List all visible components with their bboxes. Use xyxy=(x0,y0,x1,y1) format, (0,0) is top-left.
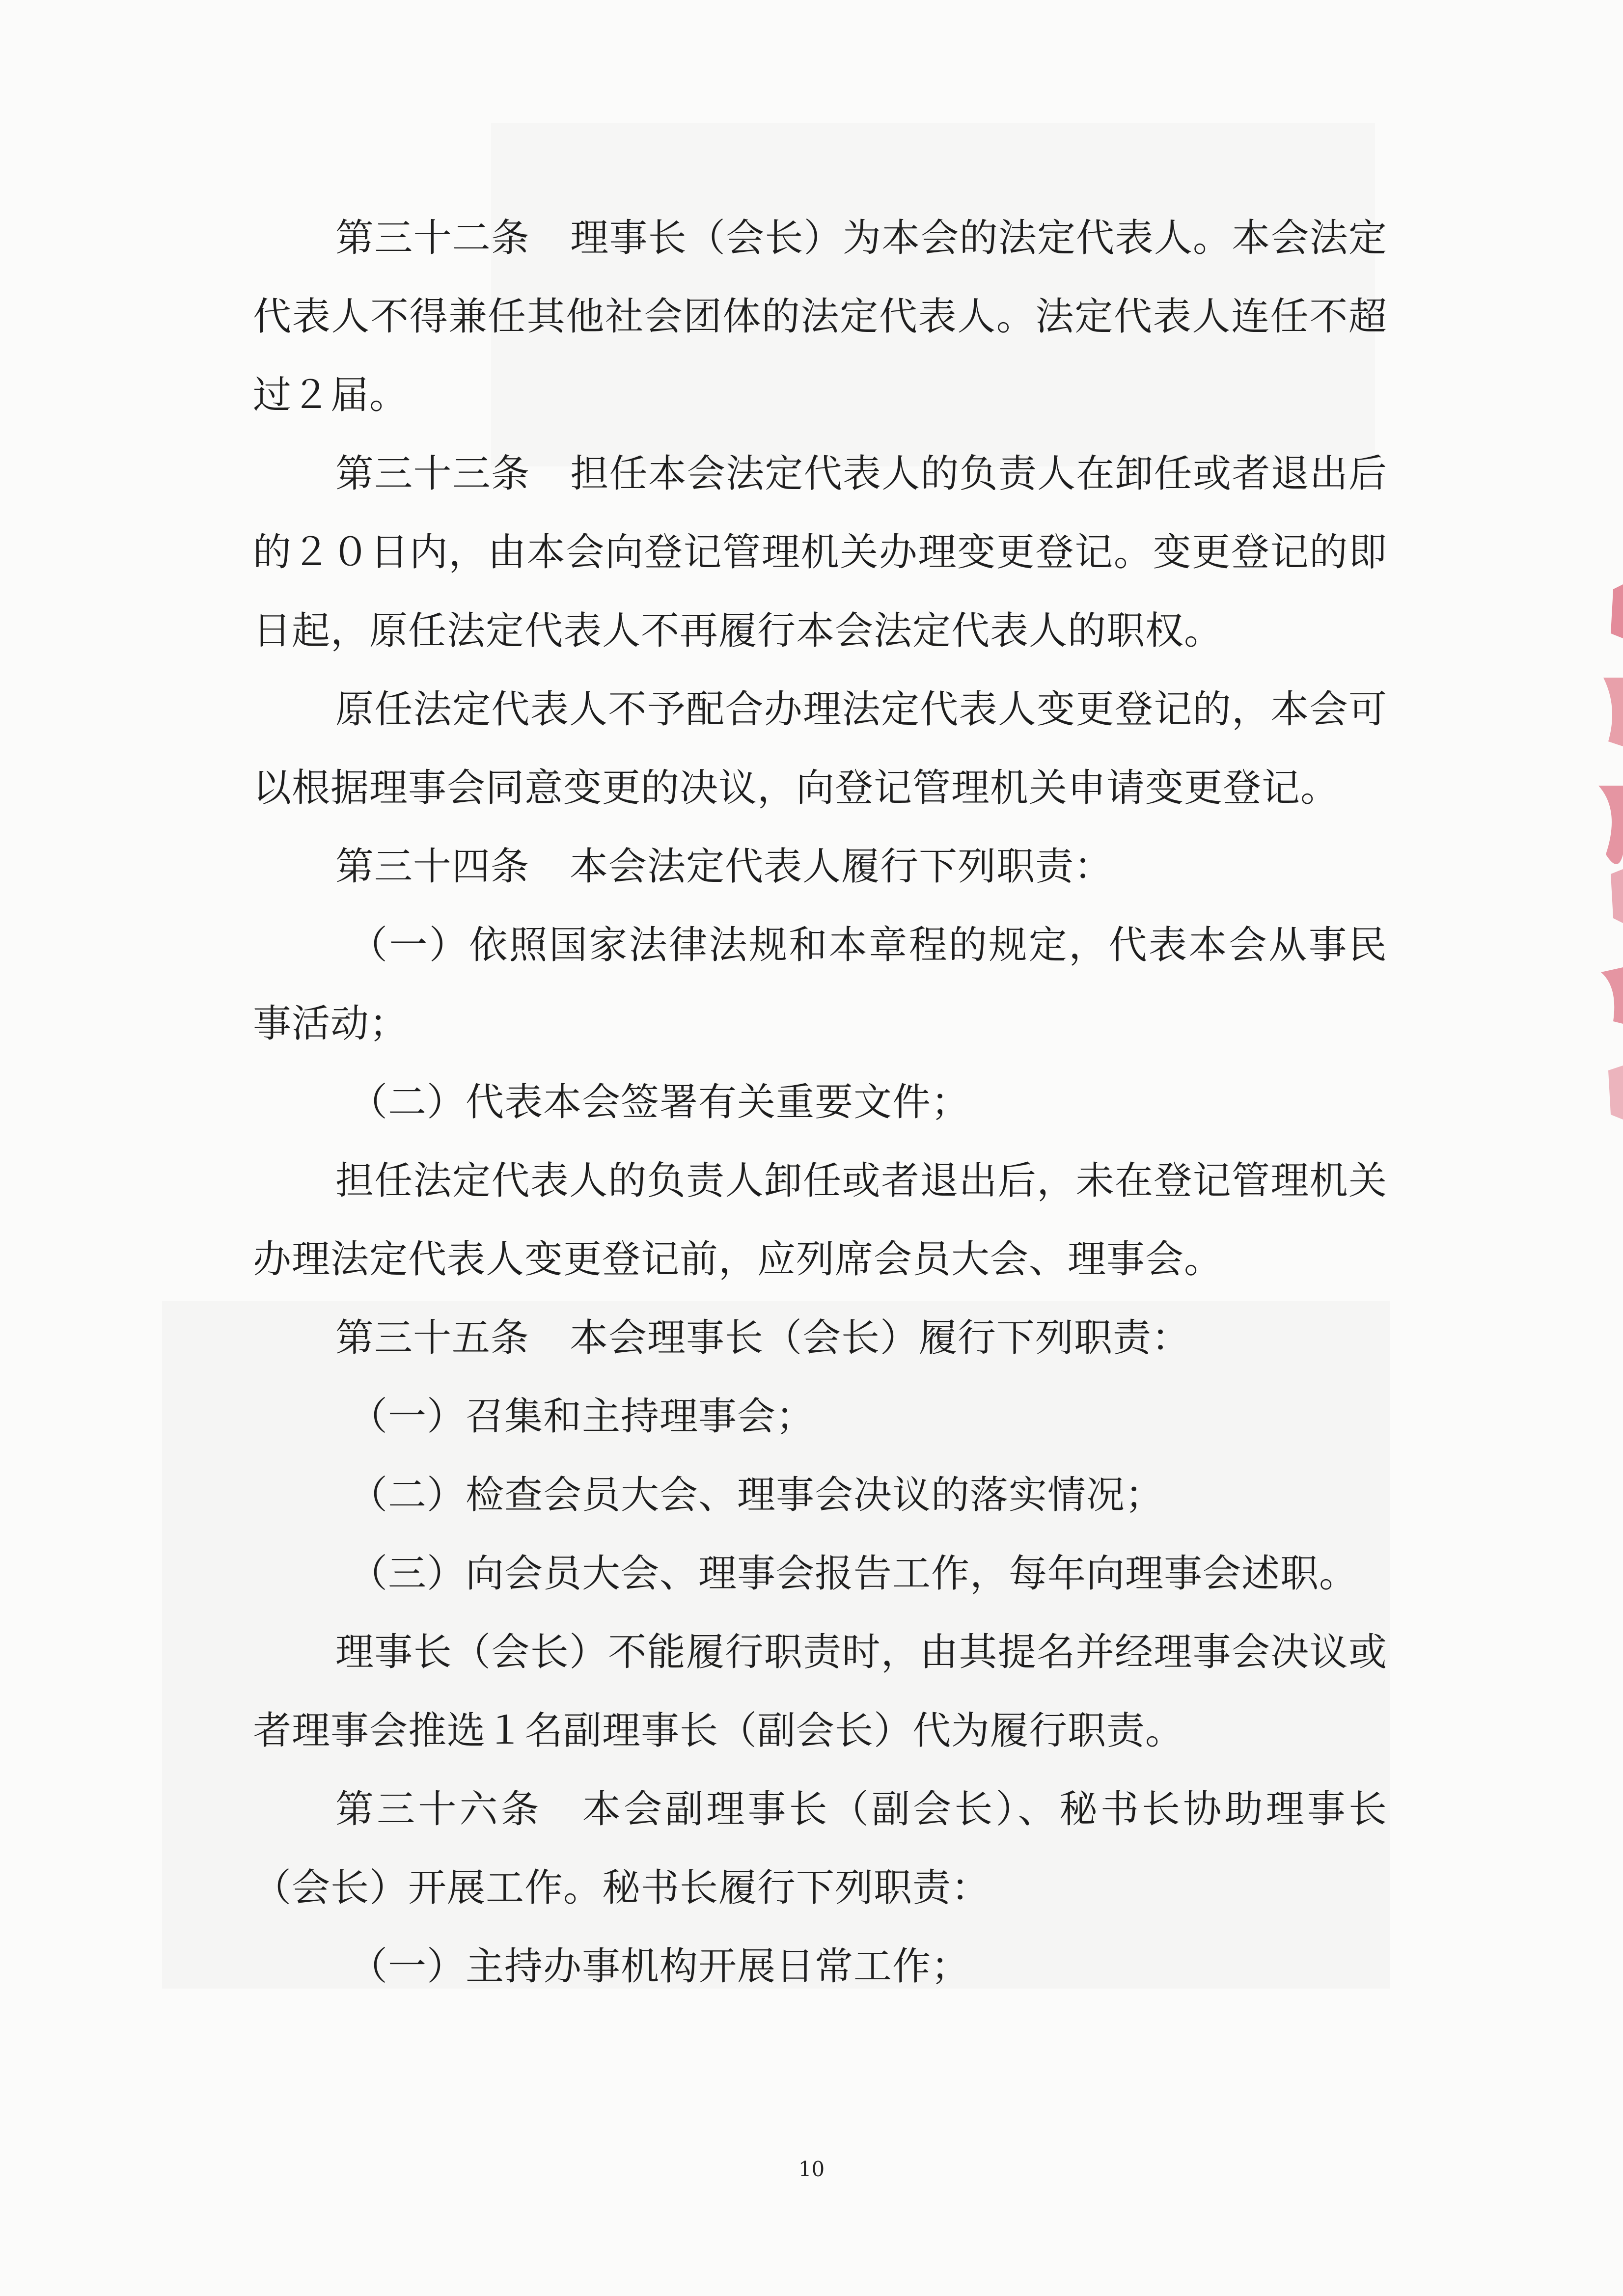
paragraph-text: 本会理事长（会长）履行下列职责： xyxy=(570,1316,1191,1360)
article-number: 第三十六条 xyxy=(335,1787,542,1831)
red-seal-fragment xyxy=(1584,579,1623,1218)
paragraph-text: （三）向会员大会、理事会报告工作，每年向理事会述职。 xyxy=(349,1552,1358,1596)
list-item xyxy=(253,1534,1387,1613)
paragraph xyxy=(253,435,1387,670)
paragraph-text: 担任本会法定代表人的负责人在卸任或者退出后的２０日内，由本会向登记管理机关办理变更登记。变更登记的即日起，原任法定代表人不再履行本会法定代表人的职权。 xyxy=(253,452,1387,653)
paragraph xyxy=(253,199,1387,435)
article-number: 第三十四条 xyxy=(335,845,530,889)
paragraph-text: （一）依照国家法律法规和本章程的规定，代表本会从事民事活动； xyxy=(253,923,1387,1046)
list-item xyxy=(253,1063,1387,1142)
list-item xyxy=(253,1377,1387,1456)
paragraph-text: （一）召集和主持理事会； xyxy=(349,1394,815,1439)
paragraph xyxy=(253,670,1387,827)
paragraph xyxy=(253,1770,1387,1927)
paragraph-text: 本会法定代表人履行下列职责： xyxy=(570,845,1113,889)
article-number: 第三十二条 xyxy=(335,216,530,260)
list-item xyxy=(253,1927,1387,2006)
list-item xyxy=(253,1456,1387,1534)
paragraph xyxy=(253,1299,1387,1377)
paragraph xyxy=(253,1142,1387,1299)
document-body xyxy=(253,199,1387,2006)
paragraph-text: 担任法定代表人的负责人卸任或者退出后，未在登记管理机关办理法定代表人变更登记前，应列席会员大会、理事会。 xyxy=(253,1159,1387,1282)
paragraph-text: （二）检查会员大会、理事会决议的落实情况； xyxy=(349,1473,1164,1517)
paragraph-text: （一）主持办事机构开展日常工作； xyxy=(349,1944,970,1989)
paragraph xyxy=(253,827,1387,906)
paragraph-text: （二）代表本会签署有关重要文件； xyxy=(349,1080,970,1124)
paragraph xyxy=(253,1613,1387,1770)
paragraph-text: 理事长（会长）不能履行职责时，由其提名并经理事会决议或者理事会推选１名副理事长（副会长）代为履行职责。 xyxy=(253,1630,1387,1753)
list-item xyxy=(253,906,1387,1063)
paragraph-text: 本会副理事长（副会长）、秘书长协助理事长（会长）开展工作。秘书长履行下列职责： xyxy=(253,1787,1387,1910)
paragraph-text: 原任法定代表人不予配合办理法定代表人变更登记的，本会可以根据理事会同意变更的决议，向登记管理机关申请变更登记。 xyxy=(253,687,1387,810)
article-number: 第三十三条 xyxy=(335,452,530,496)
page-number: 10 xyxy=(798,2157,825,2181)
article-number: 第三十五条 xyxy=(335,1316,530,1360)
paragraph-text: 理事长（会长）为本会的法定代表人。本会法定代表人不得兼任其他社会团体的法定代表人。法定代表人连任不超过２届。 xyxy=(253,216,1387,417)
